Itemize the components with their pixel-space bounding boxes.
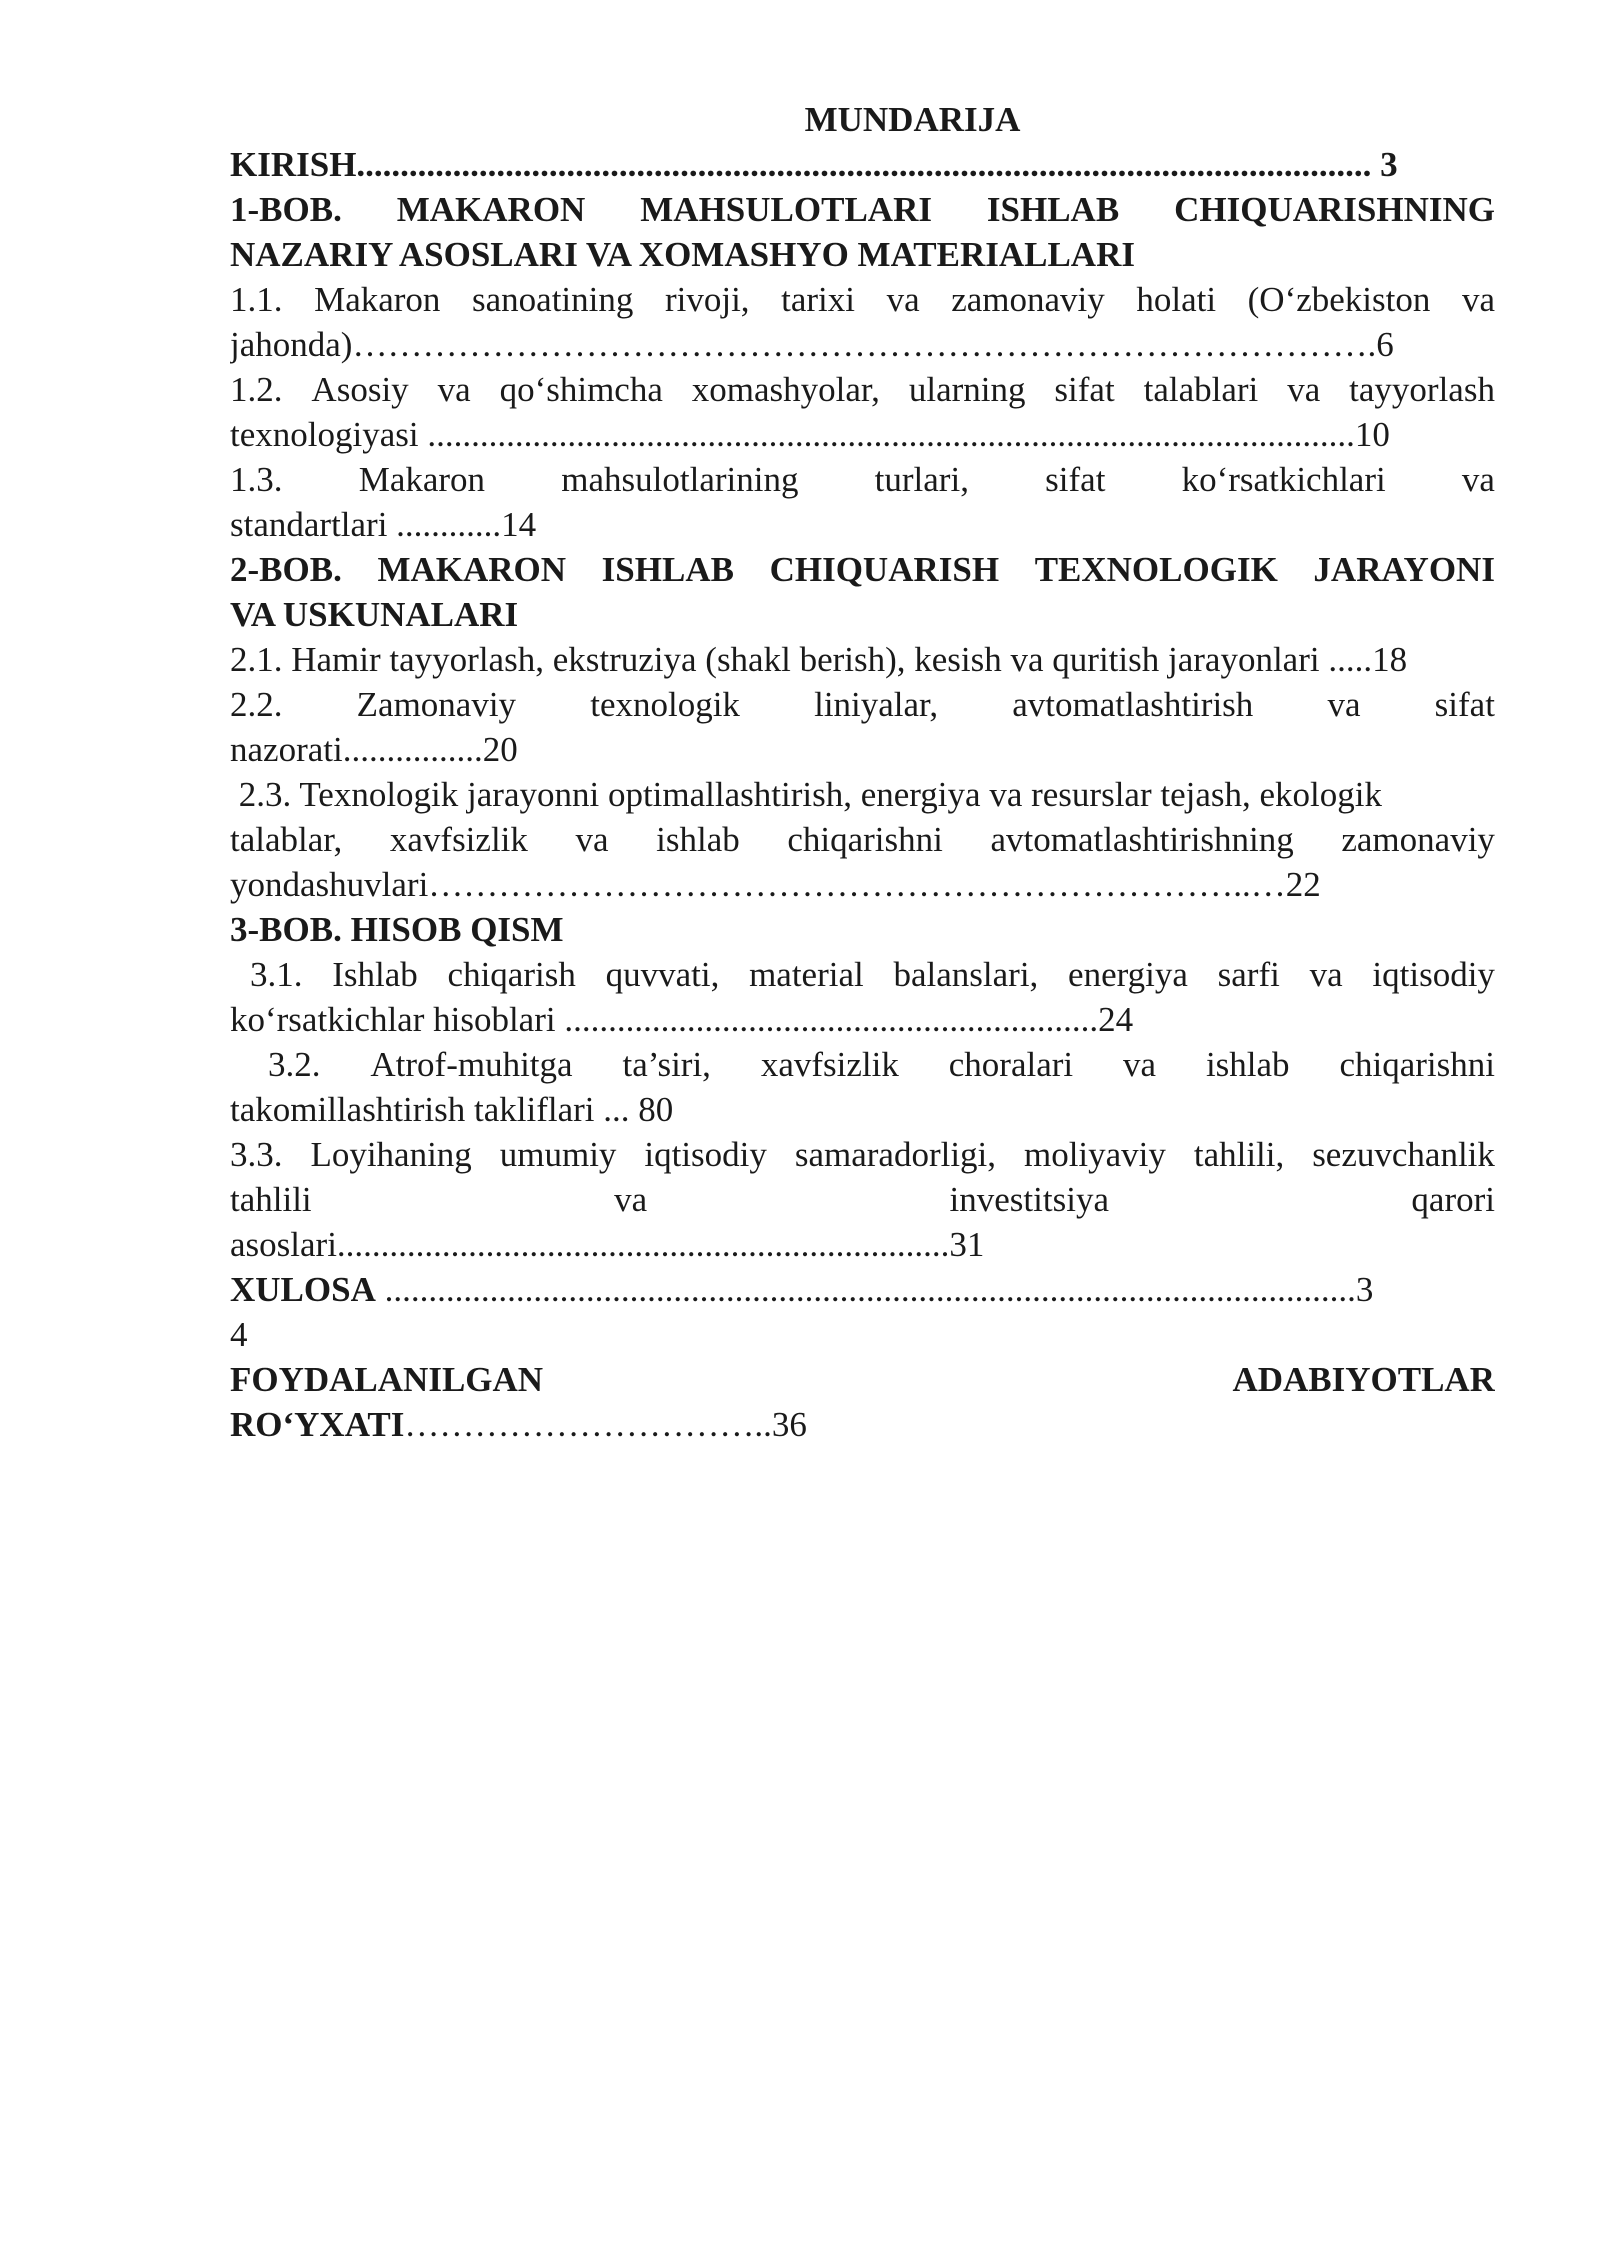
word: avtomatlashtirishning bbox=[990, 820, 1294, 859]
word: MAKARON bbox=[396, 190, 586, 229]
word: chiqarishni bbox=[787, 820, 943, 859]
word: material bbox=[749, 955, 864, 994]
toc-section-2-1: 2.1. Hamir tayyorlash, ekstruziya (shakl berish), kesish va quritish jarayonlari .....18 bbox=[230, 640, 1408, 679]
word: MAHSULOTLARI bbox=[640, 190, 932, 229]
word: tahlili bbox=[230, 1180, 312, 1219]
toc-section-3-3-line2 bbox=[230, 1180, 1495, 1220]
word: sifat bbox=[1434, 685, 1495, 724]
word: 2-BOB. bbox=[230, 550, 342, 589]
word: holati bbox=[1136, 280, 1217, 319]
toc-section-3-3-line1 bbox=[230, 1135, 1495, 1175]
word: xavfsizlik bbox=[760, 1045, 899, 1084]
word: iqtisodiy bbox=[644, 1135, 767, 1174]
toc-chapter-1-line1 bbox=[230, 190, 1495, 230]
word: sifat bbox=[1054, 370, 1115, 409]
word: xavfsizlik bbox=[389, 820, 528, 859]
toc-entry-kirish: KIRISH.................................................................................................................... 3 bbox=[230, 145, 1398, 184]
word: ta’siri, bbox=[622, 1045, 711, 1084]
word: moliyaviy bbox=[1023, 1135, 1166, 1174]
word: va bbox=[1309, 955, 1343, 994]
word: investitsiya bbox=[949, 1180, 1109, 1219]
word: va bbox=[1123, 1045, 1157, 1084]
word: talablar, bbox=[230, 820, 343, 859]
toc-chapter-1-line2: NAZARIY ASOSLARI VA XOMASHYO MATERIALLARI bbox=[230, 235, 1135, 274]
word: Loyihaning bbox=[310, 1135, 472, 1174]
word: quvvati, bbox=[605, 955, 720, 994]
page-title: MUNDARIJA bbox=[804, 100, 1021, 139]
word: chiqarish bbox=[447, 955, 576, 994]
word: turlari, bbox=[874, 460, 969, 499]
toc-section-2-3-line3: yondashuvlari……………………………………………………………..…22 bbox=[230, 865, 1321, 904]
word: sarfi bbox=[1217, 955, 1280, 994]
word: qarori bbox=[1411, 1180, 1495, 1219]
word: FOYDALANILGAN bbox=[230, 1360, 544, 1399]
word: va bbox=[614, 1180, 648, 1219]
word: talablari bbox=[1143, 370, 1259, 409]
word: sifat bbox=[1045, 460, 1106, 499]
toc-section-3-1-line1 bbox=[250, 955, 1495, 995]
word: sezuvchanlik bbox=[1312, 1135, 1495, 1174]
word: 1.2. bbox=[230, 370, 283, 409]
toc-chapter-2-line2: VA USKUNALARI bbox=[230, 595, 519, 634]
xulosa-dots: ...............................................................................................................3 bbox=[375, 1270, 1374, 1309]
word: samaradorligi, bbox=[794, 1135, 997, 1174]
word: va bbox=[1327, 685, 1361, 724]
toc-section-2-3-line2 bbox=[230, 820, 1495, 860]
word: tayyorlash bbox=[1349, 370, 1495, 409]
toc-section-3-2-line2: takomillashtirish takliflari ... 80 bbox=[230, 1090, 674, 1129]
word: zamonaviy bbox=[1341, 820, 1495, 859]
word: TEXNOLOGIK bbox=[1034, 550, 1278, 589]
word: 1-BOB. bbox=[230, 190, 342, 229]
word: xomashyolar, bbox=[691, 370, 880, 409]
word: texnologik bbox=[590, 685, 740, 724]
word: ISHLAB bbox=[601, 550, 734, 589]
toc-section-2-2-line1 bbox=[230, 685, 1495, 725]
toc-section-1-3-line2: standartlari ............14 bbox=[230, 505, 537, 544]
toc-entry-foydalanilgan-line1 bbox=[230, 1360, 1495, 1400]
word: va bbox=[886, 280, 920, 319]
toc-chapter-2-line1 bbox=[230, 550, 1495, 590]
word: Ishlab bbox=[332, 955, 418, 994]
royxati-dots: …………………………..36 bbox=[404, 1405, 807, 1444]
word: JARAYONI bbox=[1313, 550, 1495, 589]
toc-section-1-1-line1 bbox=[230, 280, 1495, 320]
word: va bbox=[1461, 280, 1495, 319]
word: 3.2. bbox=[268, 1045, 321, 1084]
word: mahsulotlarining bbox=[561, 460, 799, 499]
word: choralari bbox=[948, 1045, 1074, 1084]
toc-entry-xulosa-line2: 4 bbox=[230, 1315, 248, 1354]
xulosa-label: XULOSA bbox=[230, 1270, 376, 1309]
word: umumiy bbox=[499, 1135, 617, 1174]
word: balanslari, bbox=[893, 955, 1039, 994]
word: 1.1. bbox=[230, 280, 283, 319]
word: va bbox=[575, 820, 609, 859]
toc-chapter-3: 3-BOB. HISOB QISM bbox=[230, 910, 564, 949]
toc-section-3-2-line1 bbox=[268, 1045, 1495, 1085]
toc-entry-xulosa bbox=[230, 1270, 1495, 1310]
toc-section-1-2-line2: texnologiyasi ..........................................................................................................10 bbox=[230, 415, 1390, 454]
word: 3.3. bbox=[230, 1135, 283, 1174]
word: va bbox=[1461, 460, 1495, 499]
word: ADABIYOTLAR bbox=[1232, 1360, 1495, 1399]
toc-section-1-3-line1 bbox=[230, 460, 1495, 500]
word: tahlili, bbox=[1193, 1135, 1285, 1174]
word: Makaron bbox=[314, 280, 441, 319]
word: zamonaviy bbox=[951, 280, 1105, 319]
toc-section-3-1-line2: ko‘rsatkichlar hisoblari .............................................................24 bbox=[230, 1000, 1134, 1039]
word: (O‘zbekiston bbox=[1247, 280, 1431, 319]
toc-section-1-2-line1 bbox=[230, 370, 1495, 410]
word: ko‘rsatkichlari bbox=[1181, 460, 1386, 499]
toc-section-2-3-line1: 2.3. Texnologik jarayonni optimallashtirish, energiya va resurslar tejash, ekologik bbox=[230, 775, 1382, 814]
word: ISHLAB bbox=[986, 190, 1120, 229]
word: energiya bbox=[1068, 955, 1188, 994]
word: va bbox=[437, 370, 471, 409]
word: iqtisodiy bbox=[1372, 955, 1495, 994]
word: CHIQUARISHNING bbox=[1174, 190, 1495, 229]
toc-section-2-2-line2: nazorati................20 bbox=[230, 730, 518, 769]
word: 3.1. bbox=[250, 955, 303, 994]
word: qo‘shimcha bbox=[499, 370, 663, 409]
royxati-label: RO‘YXATI bbox=[230, 1405, 405, 1444]
word: rivoji, bbox=[664, 280, 750, 319]
toc-entry-foydalanilgan-line2 bbox=[230, 1405, 1495, 1445]
toc-section-3-3-line3: asoslari......................................................................31 bbox=[230, 1225, 985, 1264]
word: tarixi bbox=[781, 280, 855, 319]
word: sanoatining bbox=[472, 280, 634, 319]
word: Asosiy bbox=[311, 370, 409, 409]
word: 1.3. bbox=[230, 460, 283, 499]
word: Zamonaviy bbox=[356, 685, 517, 724]
word: 2.2. bbox=[230, 685, 283, 724]
word: ishlab bbox=[656, 820, 740, 859]
toc-section-1-1-line2: jahonda)…………………………………………………………………………….6 bbox=[230, 325, 1394, 364]
word: ularning bbox=[908, 370, 1026, 409]
word: Atrof-muhitga bbox=[370, 1045, 573, 1084]
word: Makaron bbox=[358, 460, 486, 499]
word: liniyalar, bbox=[814, 685, 939, 724]
word: CHIQUARISH bbox=[769, 550, 1000, 589]
word: MAKARON bbox=[377, 550, 567, 589]
word: chiqarishni bbox=[1339, 1045, 1495, 1084]
word: avtomatlashtirish bbox=[1012, 685, 1254, 724]
word: va bbox=[1287, 370, 1321, 409]
word: ishlab bbox=[1205, 1045, 1290, 1084]
